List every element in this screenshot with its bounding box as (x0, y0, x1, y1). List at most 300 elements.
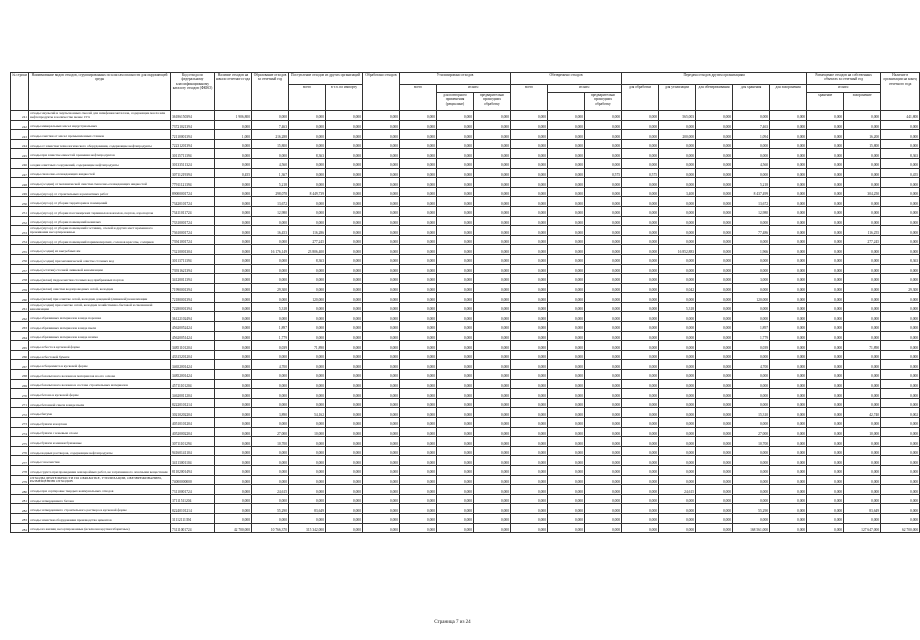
value-cell: 0,000 (659, 446, 696, 456)
value-cell: 0,000 (400, 456, 437, 466)
row-number: 271 (11, 398, 29, 408)
value-cell: 0,000 (881, 139, 920, 149)
value-cell: 0,000 (363, 331, 400, 341)
table-row (11, 168, 920, 178)
value-cell: 0,000 (881, 485, 920, 495)
value-cell: 0,000 (622, 216, 659, 226)
value-cell: 0,000 (659, 408, 696, 418)
value-cell: 0,000 (844, 360, 881, 370)
value-cell: 0,000 (807, 178, 844, 188)
value-cell: 0,000 (215, 331, 252, 341)
waste-code: 73111001724 (171, 523, 215, 533)
value-cell: 16 176,149 (252, 245, 289, 255)
value-cell: 0,000 (622, 302, 659, 312)
waste-code: 36122102494 (171, 312, 215, 322)
value-cell: 0,000 (733, 446, 770, 456)
value-cell: 0,000 (659, 216, 696, 226)
value-cell: 0,000 (844, 475, 881, 485)
row-number: 257 (11, 264, 29, 274)
value-cell: 0,000 (326, 331, 363, 341)
row-number: 250 (11, 197, 29, 207)
value-cell: 0,000 (511, 283, 548, 293)
value-cell: 10,700 (252, 437, 289, 447)
value-cell: 0,000 (881, 456, 920, 466)
value-cell: 0,000 (215, 446, 252, 456)
value-cell: 62 700,000 (881, 523, 920, 533)
value-cell: 0,000 (733, 350, 770, 360)
value-cell: 0,000 (659, 341, 696, 351)
value-cell: 55,290 (733, 504, 770, 514)
value-cell: 0,000 (844, 494, 881, 504)
header-tr-burial: для захоронения (770, 85, 807, 111)
value-cell: 1,897 (252, 322, 289, 332)
value-cell: 0,000 (289, 216, 326, 226)
value-cell: 0,000 (548, 513, 585, 523)
row-number: 269 (11, 379, 29, 389)
value-cell: 0,000 (474, 168, 511, 178)
waste-name: отходы (осадки) из выгребных ям (29, 245, 171, 255)
value-cell: 0,000 (696, 264, 733, 274)
value-cell: 0,000 (770, 379, 807, 389)
row-number: 254 (11, 235, 29, 245)
value-cell: 0,000 (881, 494, 920, 504)
value-cell: 0,000 (696, 456, 733, 466)
value-cell: 0,000 (807, 139, 844, 149)
value-cell: 0,000 (844, 293, 881, 303)
value-cell: 0,000 (881, 178, 920, 188)
value-cell: 0,000 (215, 437, 252, 447)
value-cell: 0,000 (326, 216, 363, 226)
value-cell: 0,000 (585, 312, 622, 322)
value-cell: 0,000 (696, 187, 733, 197)
waste-name: отходы при зачистке емкостей хранения нефтепродуктов (29, 149, 171, 159)
value-cell: 0,000 (585, 264, 622, 274)
value-cell: 0,000 (548, 398, 585, 408)
value-cell: 277,245 (844, 235, 881, 245)
value-cell: 0,000 (326, 293, 363, 303)
value-cell: 0,000 (363, 197, 400, 207)
value-cell: 0,000 (548, 485, 585, 495)
value-cell: 0,000 (659, 197, 696, 207)
value-cell: 0,000 (474, 398, 511, 408)
value-cell: 0,000 (881, 197, 920, 207)
value-cell: 0,000 (548, 264, 585, 274)
waste-code: 73310001724 (171, 216, 215, 226)
value-cell: 0,000 (548, 341, 585, 351)
value-cell: 0,000 (585, 465, 622, 475)
value-cell: 0,000 (844, 485, 881, 495)
value-cell: 0,000 (585, 322, 622, 332)
row-number: 279 (11, 475, 29, 485)
waste-code: 40510101204 (171, 418, 215, 428)
value-cell: 0,000 (696, 331, 733, 341)
value-cell: 0,000 (659, 322, 696, 332)
waste-name: отходы асбеста в кусковой форме (29, 341, 171, 351)
value-cell: 0,000 (437, 389, 474, 399)
value-cell: 0,000 (215, 197, 252, 207)
value-cell: 0,000 (659, 494, 696, 504)
value-cell: 0,000 (585, 187, 622, 197)
row-number: 249 (11, 187, 29, 197)
value-cell: 0,000 (696, 130, 733, 140)
waste-code: 72231201394 (171, 139, 215, 149)
value-cell: 0,000 (733, 418, 770, 428)
row-number: 251 (11, 206, 29, 216)
table-row (11, 389, 920, 399)
value-cell: 0,000 (289, 485, 326, 495)
value-cell: 0,000 (437, 504, 474, 514)
value-cell: 0,000 (548, 111, 585, 121)
value-cell: 0,000 (622, 178, 659, 188)
value-cell: 0,000 (511, 216, 548, 226)
value-cell: 0,000 (696, 302, 733, 312)
value-cell: 42,740 (844, 408, 881, 418)
value-cell: 0,000 (659, 139, 696, 149)
value-cell: 0,000 (511, 206, 548, 216)
value-cell: 0,000 (770, 494, 807, 504)
row-number: 281 (11, 494, 29, 504)
value-cell: 0,000 (215, 312, 252, 322)
value-cell: 0,000 (770, 504, 807, 514)
value-cell: 0,000 (807, 216, 844, 226)
waste-code: 94160141104 (171, 446, 215, 456)
table-row (11, 456, 920, 466)
value-cell: 0,000 (511, 158, 548, 168)
waste-code: 30711219394 (171, 168, 215, 178)
value-cell: 0,000 (289, 322, 326, 332)
value-cell: 0,000 (215, 245, 252, 255)
value-cell: 0,000 (807, 360, 844, 370)
value-cell: 0,000 (696, 197, 733, 207)
value-cell: 0,000 (400, 398, 437, 408)
value-cell: 0,000 (511, 350, 548, 360)
value-cell: 0,000 (474, 494, 511, 504)
value-cell: 0,000 (659, 235, 696, 245)
value-cell: 0,000 (252, 235, 289, 245)
value-cell: 0,000 (622, 398, 659, 408)
table-row (11, 254, 920, 264)
waste-table (10, 72, 920, 533)
value-cell: 0,000 (363, 158, 400, 168)
row-number: 258 (11, 274, 29, 284)
value-cell: 0,000 (881, 398, 920, 408)
value-cell: 0,000 (215, 302, 252, 312)
value-cell: 0,000 (622, 475, 659, 485)
value-cell: 0,000 (437, 408, 474, 418)
value-cell: 0,000 (289, 178, 326, 188)
waste-name: отходы бумаги и мешки бумажные (29, 437, 171, 447)
waste-code: 73931621394 (171, 264, 215, 274)
value-cell: 441,800 (881, 111, 920, 121)
value-cell: 0,000 (326, 158, 363, 168)
waste-name: отходы бетонной смеси в виде пыли (29, 398, 171, 408)
value-cell: 0,000 (437, 139, 474, 149)
value-cell: 0,000 (215, 178, 252, 188)
value-cell: 0,000 (844, 322, 881, 332)
value-cell: 71,890 (289, 341, 326, 351)
waste-code: 34652001424 (171, 360, 215, 370)
value-cell: 0,000 (363, 302, 400, 312)
value-cell: 0,000 (733, 398, 770, 408)
waste-name: отходы (мусор) от уборки пассажирских терминалов вокзалов, портов, аэропортов (29, 206, 171, 216)
value-cell: 0,000 (511, 178, 548, 188)
table-row (11, 523, 920, 533)
value-cell: 0,000 (770, 139, 807, 149)
value-cell: 0,000 (585, 302, 622, 312)
value-cell: 0,000 (474, 283, 511, 293)
value-cell: 0,000 (696, 283, 733, 293)
value-cell: 0,000 (622, 283, 659, 293)
row-number: 270 (11, 389, 29, 399)
value-cell: 0,000 (696, 226, 733, 236)
header-placed: Размещение отходов на собственных объектах за отчетный год (807, 73, 881, 85)
table-row (11, 360, 920, 370)
value-cell: 0,000 (696, 360, 733, 370)
value-cell: 0,000 (844, 370, 881, 380)
value-cell: 0,000 (696, 235, 733, 245)
row-number: 256 (11, 254, 29, 264)
value-cell: 1,779 (252, 331, 289, 341)
value-cell: 0,000 (326, 139, 363, 149)
value-cell: 0,000 (437, 197, 474, 207)
value-cell: 0,000 (807, 341, 844, 351)
value-cell: 0,000 (511, 111, 548, 121)
row-number: 265 (11, 341, 29, 351)
waste-code: 73420101724 (171, 197, 215, 207)
row-number: 253 (11, 226, 29, 236)
row-number: 273 (11, 418, 29, 428)
value-cell: 0,000 (363, 312, 400, 322)
value-cell: 29,300 (252, 283, 289, 293)
row-number: 283 (11, 513, 29, 523)
value-cell: 0,000 (548, 245, 585, 255)
value-cell: 0,000 (622, 264, 659, 274)
value-cell: 0,000 (326, 226, 363, 236)
value-cell: 0,000 (659, 206, 696, 216)
value-cell: 0,000 (326, 120, 363, 130)
waste-name: отходы бумаги и картона (29, 418, 171, 428)
value-cell: 4,560 (733, 158, 770, 168)
value-cell: 0,000 (400, 274, 437, 284)
value-cell: 0,000 (548, 302, 585, 312)
value-cell: 0,000 (437, 283, 474, 293)
waste-code: 34120011394 (171, 274, 215, 284)
value-cell: 0,000 (215, 216, 252, 226)
value-cell: 0,000 (326, 235, 363, 245)
value-cell: 83,649 (844, 504, 881, 514)
row-number: 280 (11, 485, 29, 495)
value-cell: 0,000 (400, 427, 437, 437)
value-cell: 0,000 (437, 446, 474, 456)
value-cell: 0,000 (437, 370, 474, 380)
value-cell: 0,000 (585, 226, 622, 236)
value-cell: 0,000 (474, 379, 511, 389)
value-cell: 0,000 (696, 312, 733, 322)
header-util-of: из них: (437, 85, 511, 93)
value-cell: 0,000 (289, 206, 326, 216)
value-cell: 0,000 (807, 302, 844, 312)
value-cell: 0,000 (400, 264, 437, 274)
waste-name: отходы грунта при проведении землеройных работ, не загрязненного опасными веществами (29, 465, 171, 475)
value-cell: 0,000 (326, 264, 363, 274)
value-cell: 0,000 (585, 446, 622, 456)
value-cell: 0,000 (511, 427, 548, 437)
value-cell: 0,000 (326, 322, 363, 332)
waste-name: отходы газоочистки (29, 456, 171, 466)
value-cell: 0,000 (437, 235, 474, 245)
value-cell: 0,000 (326, 418, 363, 428)
value-cell: 0,000 (807, 254, 844, 264)
value-cell: 0,000 (363, 293, 400, 303)
waste-name: отходы абразивных материалов в виде порошка (29, 312, 171, 322)
value-cell: 0,000 (474, 322, 511, 332)
value-cell: 0,000 (696, 523, 733, 533)
value-cell: 0,000 (770, 274, 807, 284)
value-cell: 0,000 (437, 523, 474, 533)
value-cell: 0,000 (474, 437, 511, 447)
value-cell: 7,463 (733, 120, 770, 130)
value-cell: 4,700 (733, 360, 770, 370)
value-cell: 0,000 (511, 379, 548, 389)
value-cell: 0,000 (881, 389, 920, 399)
value-cell: 1 906,800 (215, 111, 252, 121)
value-cell: 0,000 (807, 504, 844, 514)
value-cell: 0,000 (770, 216, 807, 226)
value-cell: 0,000 (881, 427, 920, 437)
value-cell: 0,000 (696, 168, 733, 178)
value-cell: 0,000 (363, 427, 400, 437)
value-cell: 0,000 (622, 331, 659, 341)
value-cell: 120,000 (733, 293, 770, 303)
value-cell: 0,000 (659, 293, 696, 303)
waste-code: 43315201204 (171, 350, 215, 360)
value-cell: 0,000 (548, 312, 585, 322)
value-cell: 0,000 (437, 456, 474, 466)
value-cell: 0,000 (289, 350, 326, 360)
value-cell: 0,000 (363, 504, 400, 514)
value-cell: 0,000 (622, 149, 659, 159)
waste-name: отходы (мусор) от строительных и ремонтных работ (29, 187, 171, 197)
value-cell: 0,000 (474, 130, 511, 140)
value-cell: 0,000 (437, 206, 474, 216)
value-cell: 0,000 (326, 197, 363, 207)
value-cell: 0,000 (252, 379, 289, 389)
value-cell: 0,000 (363, 523, 400, 533)
value-cell: 0,000 (474, 120, 511, 130)
value-cell: 0,000 (881, 206, 920, 216)
table-row (11, 350, 920, 360)
value-cell: 0,000 (400, 283, 437, 293)
header-utilized: Утилизировано отходов (400, 73, 511, 85)
value-cell: 0,000 (770, 475, 807, 485)
value-cell: 168 561,000 (733, 523, 770, 533)
waste-code: 73610001724 (171, 226, 215, 236)
value-cell: 0,000 (585, 494, 622, 504)
value-cell: 0,000 (696, 485, 733, 495)
value-cell: 0,000 (585, 485, 622, 495)
value-cell: 0,000 (585, 475, 622, 485)
waste-code: 77911121394 (171, 178, 215, 188)
value-cell: 0,000 (474, 513, 511, 523)
value-cell: 0,000 (844, 206, 881, 216)
header-neut-prep: предварительно прошедших обработку (585, 93, 622, 111)
waste-name: отходы (мусор) от уборки территории и помещений (29, 197, 171, 207)
value-cell: 0,000 (289, 130, 326, 140)
value-cell: 0,000 (622, 485, 659, 495)
value-cell: 0,000 (622, 293, 659, 303)
value-cell: 0,000 (474, 206, 511, 216)
value-cell: 0,000 (474, 446, 511, 456)
value-cell: 0,000 (215, 226, 252, 236)
waste-name: отходы битума (29, 408, 171, 418)
header-neutralized: Обезврежено отходов (511, 73, 622, 85)
value-cell: 200,000 (659, 130, 696, 140)
value-cell: 0,000 (289, 312, 326, 322)
value-cell: 0,000 (326, 504, 363, 514)
table-row (11, 427, 920, 437)
value-cell: 0,000 (437, 293, 474, 303)
row-number: 276 (11, 446, 29, 456)
value-cell: 0,000 (807, 494, 844, 504)
value-cell: 0,000 (474, 264, 511, 274)
value-cell: 0,000 (289, 168, 326, 178)
value-cell: 42 700,000 (215, 523, 252, 533)
table-row (11, 158, 920, 168)
value-cell: 0,000 (733, 456, 770, 466)
value-cell: 0,000 (585, 523, 622, 533)
value-cell: 0,000 (326, 302, 363, 312)
value-cell: 0,000 (326, 465, 363, 475)
value-cell: 0,000 (474, 456, 511, 466)
value-cell: 0,000 (844, 168, 881, 178)
value-cell: 0,000 (807, 264, 844, 274)
value-cell: 0,000 (363, 341, 400, 351)
value-cell: 0,000 (585, 418, 622, 428)
header-end: Наличие в организации на конец отчетного года (881, 73, 920, 111)
value-cell: 0,000 (363, 149, 400, 159)
value-cell: 0,000 (622, 111, 659, 121)
table-row (11, 178, 920, 188)
value-cell: 0,000 (326, 274, 363, 284)
value-cell: 0,000 (585, 130, 622, 140)
value-cell: 0,000 (215, 254, 252, 264)
value-cell: 0,000 (511, 465, 548, 475)
value-cell: 0,000 (215, 389, 252, 399)
value-cell: 0,000 (548, 437, 585, 447)
value-cell: 0,000 (622, 158, 659, 168)
value-cell: 0,000 (215, 341, 252, 351)
value-cell: 0,000 (400, 293, 437, 303)
value-cell: 0,000 (548, 523, 585, 533)
value-cell: 0,000 (770, 418, 807, 428)
value-cell: 0,000 (548, 139, 585, 149)
value-cell: 55,290 (252, 504, 289, 514)
value-cell: 0,000 (881, 475, 920, 485)
value-cell: 0,000 (696, 293, 733, 303)
value-cell: 0,000 (548, 235, 585, 245)
value-cell: 0,000 (511, 475, 548, 485)
value-cell: 0,000 (807, 235, 844, 245)
value-cell: 3,000 (733, 274, 770, 284)
value-cell: 0,000 (622, 139, 659, 149)
value-cell: 0,000 (511, 130, 548, 140)
value-cell: 0,000 (326, 187, 363, 197)
header-row-no: № строки (11, 73, 29, 111)
value-cell: 0,000 (252, 418, 289, 428)
value-cell: 0,000 (400, 178, 437, 188)
value-cell: 0,000 (807, 322, 844, 332)
value-cell: 0,000 (511, 197, 548, 207)
